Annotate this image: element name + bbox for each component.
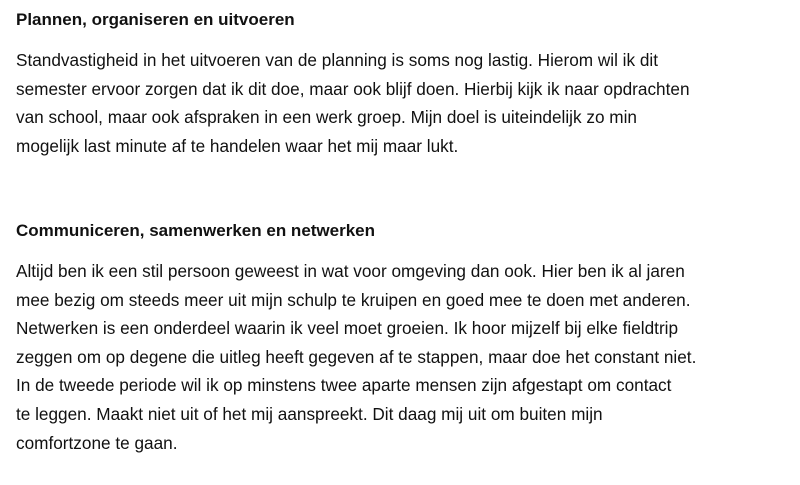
paragraph-line: mee bezig om steeds meer uit mijn schulp te kruipen en goed mee te doen met anderen. (16, 289, 691, 310)
paragraph-line: In de tweede periode wil ik op minstens twee aparte mensen zijn afgestapt om contact (16, 375, 672, 396)
paragraph-line: Standvastigheid in het uitvoeren van de planning is soms nog lastig. Hierom wil ik dit (16, 50, 659, 70)
section-body-communiceren (16, 257, 792, 457)
paragraph-line: te leggen. Maakt niet uit of het mij aanspreekt. Dit daag mij uit om buiten mijn (16, 403, 603, 424)
paragraph-line: mogelijk last minute af te handelen waar het mij maar lukt. (16, 135, 459, 156)
paragraph-line: semester ervoor zorgen dat ik dit doe, maar ook blijf doen. Hierbij kijk ik naar opdrachten (16, 78, 690, 99)
paragraph-line: comfortzone te gaan. (16, 432, 178, 453)
section-title-communiceren: Communiceren, samenwerken en netwerken (16, 221, 376, 240)
paragraph-line: van school, maar ook afspraken in een werk groep. Mijn doel is uiteindelijk zo min (16, 107, 637, 128)
section-title-plannen: Plannen, organiseren en uitvoeren (16, 10, 295, 29)
paragraph-line: Netwerken is een onderdeel waarin ik veel moet groeien. Ik hoor mijzelf bij elke fieldtrip (16, 318, 679, 339)
section-body-plannen (16, 46, 792, 160)
paragraph-line: Altijd ben ik een stil persoon geweest in wat voor omgeving dan ook. Hier ben ik al jaren (16, 261, 685, 281)
paragraph-line: zeggen om op degene die uitleg heeft gegeven af te stappen, maar doe het constant niet. (16, 346, 697, 367)
